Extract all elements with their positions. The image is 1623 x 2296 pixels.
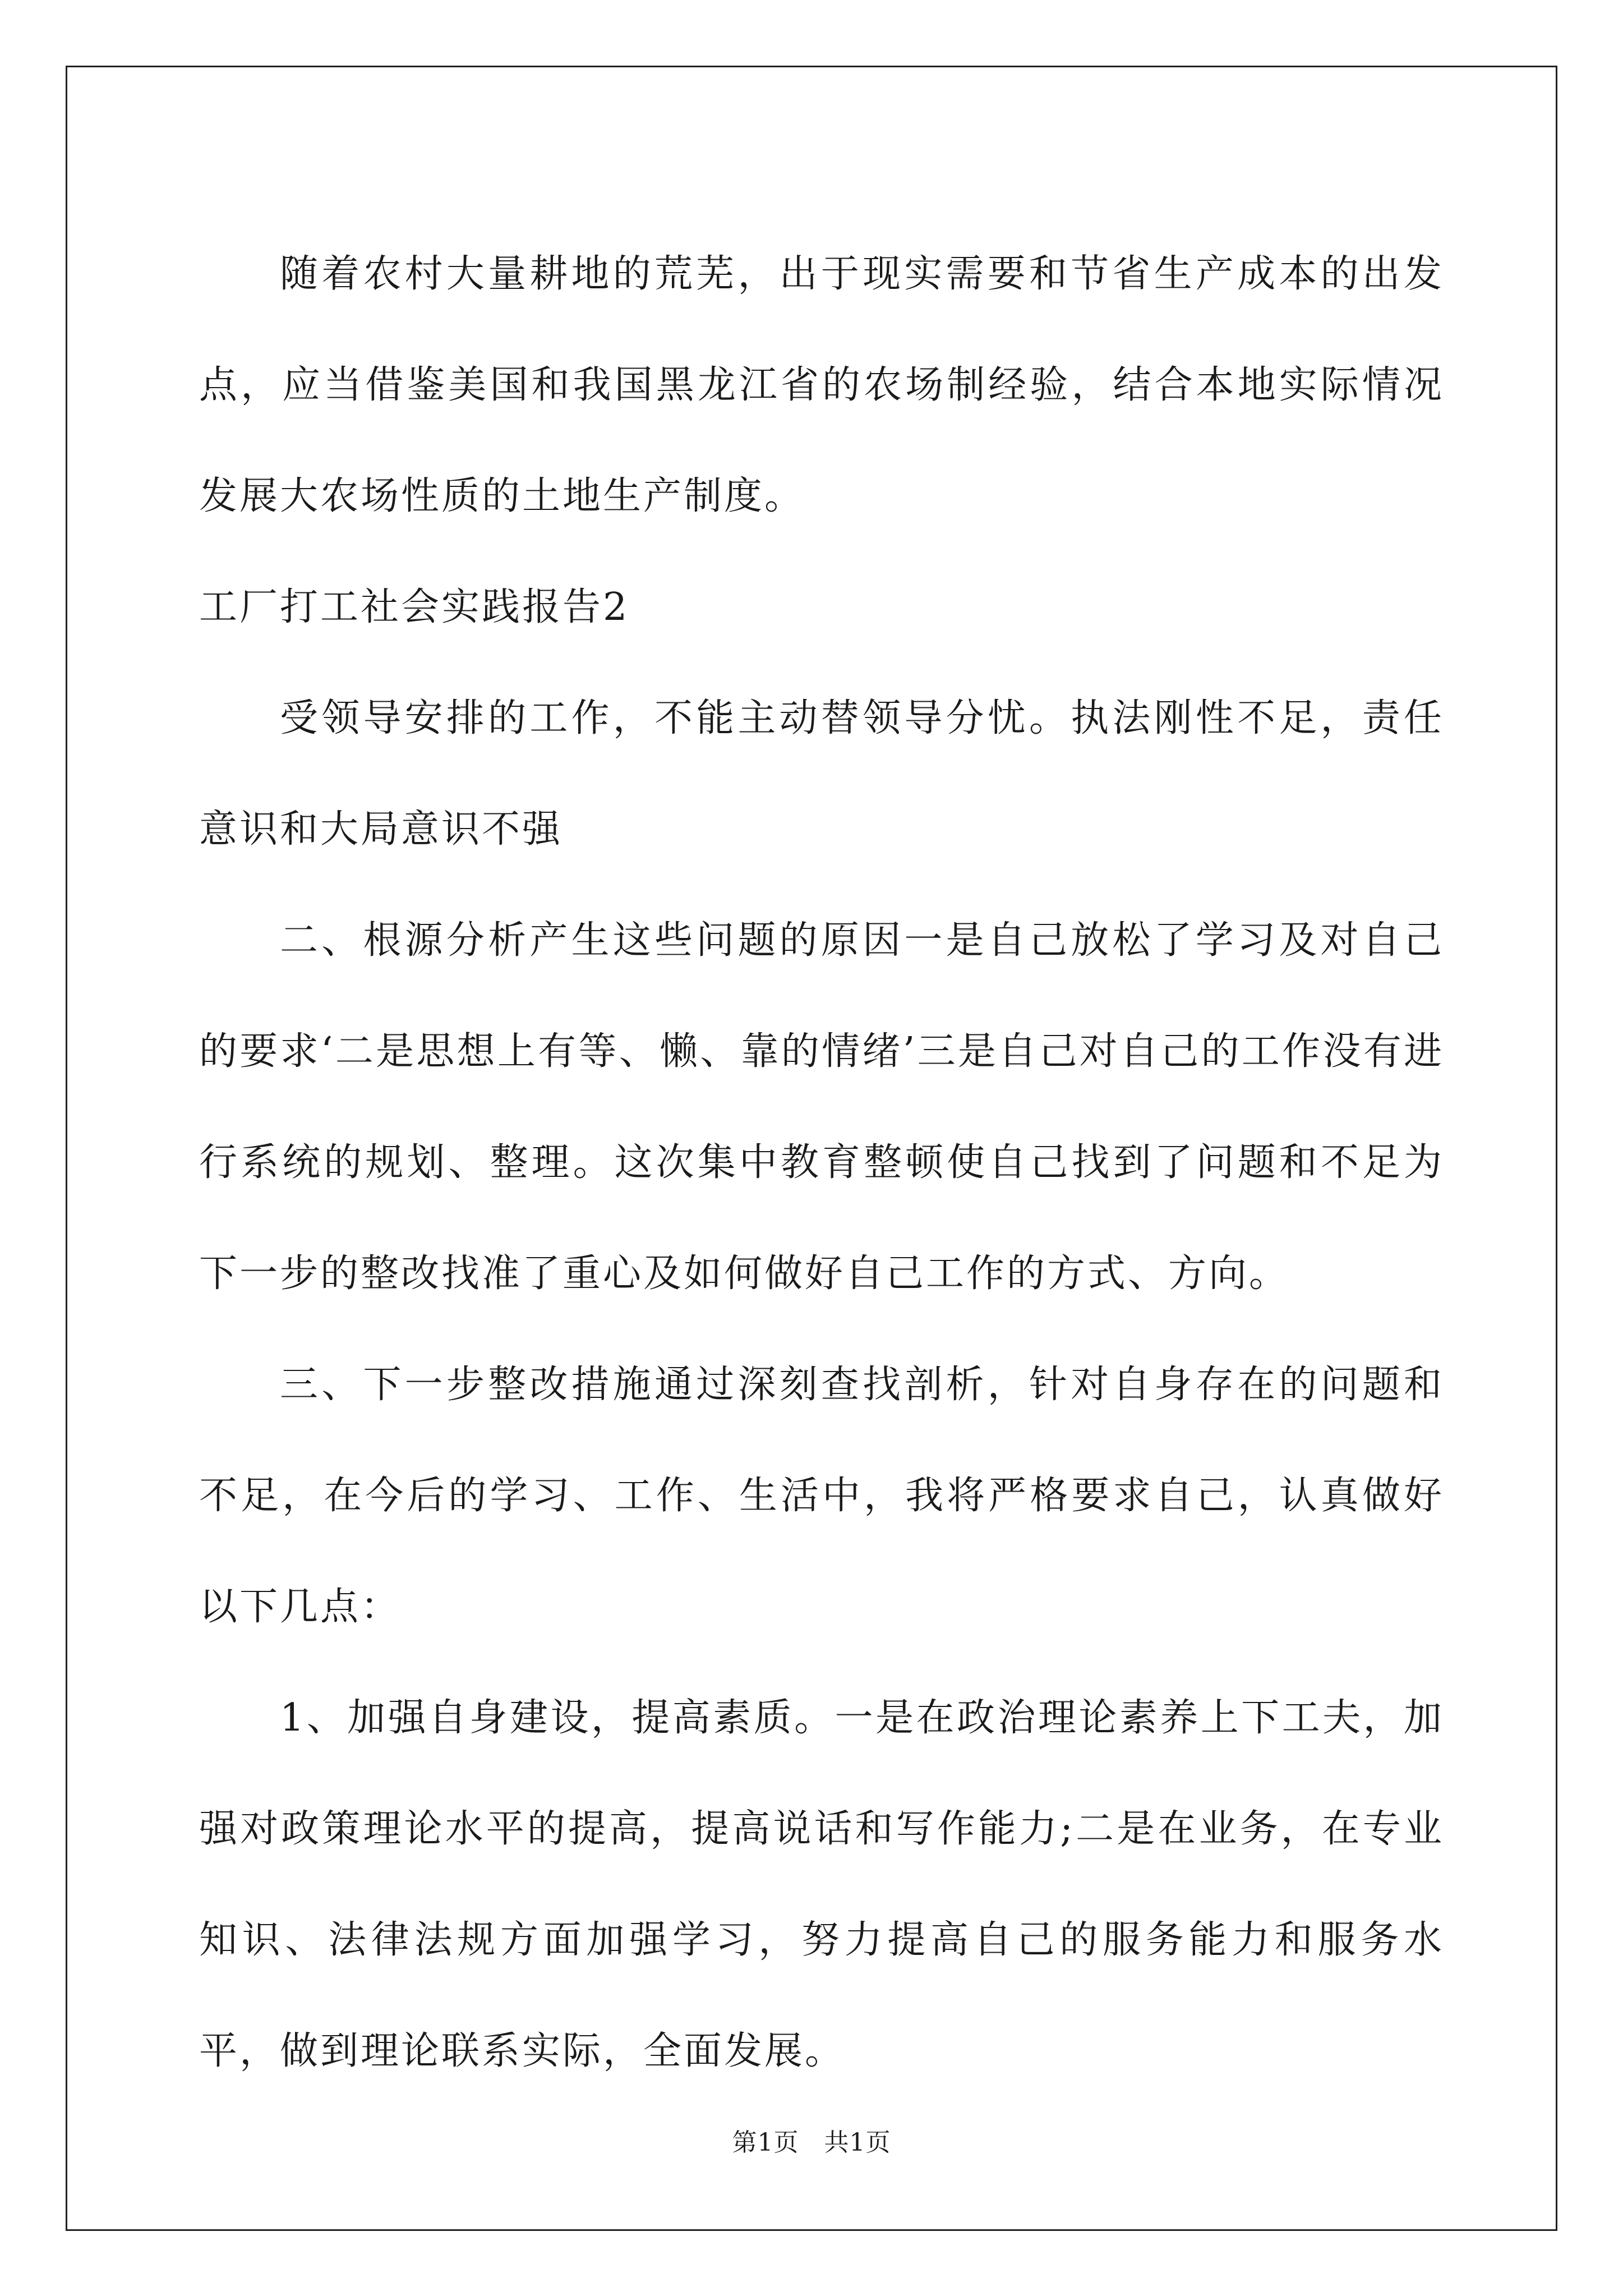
document-body	[199, 219, 1444, 2107]
page-footer: 第1页 共1页	[732, 2128, 891, 2157]
paragraph-root-cause: 二、根源分析产生这些问题的原因一是自己放松了学习及对自己的要求‘二是思想上有等、懒、靠的情绪’三是自己对自己的工作没有进行系统的规划、整理。这次集中教育整顿使自己找到了问题和不足为下一步的整改找准了重心及如何做好自己工作的方式、方向。	[199, 918, 1444, 1296]
paragraph-work-attitude: 受领导安排的工作，不能主动替领导分忧。执法刚性不足，责任意识和大局意识不强	[199, 696, 1444, 852]
section-heading: 工厂打工社会实践报告2	[199, 585, 630, 629]
paragraph-farm-system: 随着农村大量耕地的荒芜，出于现实需要和节省生产成本的出发点，应当借鉴美国和我国黑龙江省的农场制经验，结合本地实际情况发展大农场性质的土地生产制度。	[199, 252, 1444, 518]
paragraph-self-improvement: 1、加强自身建设，提高素质。一是在政治理论素养上下工夫，加强对政策理论水平的提高，提高说话和写作能力;二是在业务，在专业知识、法律法规方面加强学习，努力提高自己的服务能力和服务水平，做到理论联系实际，全面发展。	[199, 1696, 1444, 2073]
paragraph-next-steps: 三、下一步整改措施通过深刻查找剖析，针对自身存在的问题和不足，在今后的学习、工作、生活中，我将严格要求自己，认真做好以下几点：	[199, 1363, 1444, 1629]
